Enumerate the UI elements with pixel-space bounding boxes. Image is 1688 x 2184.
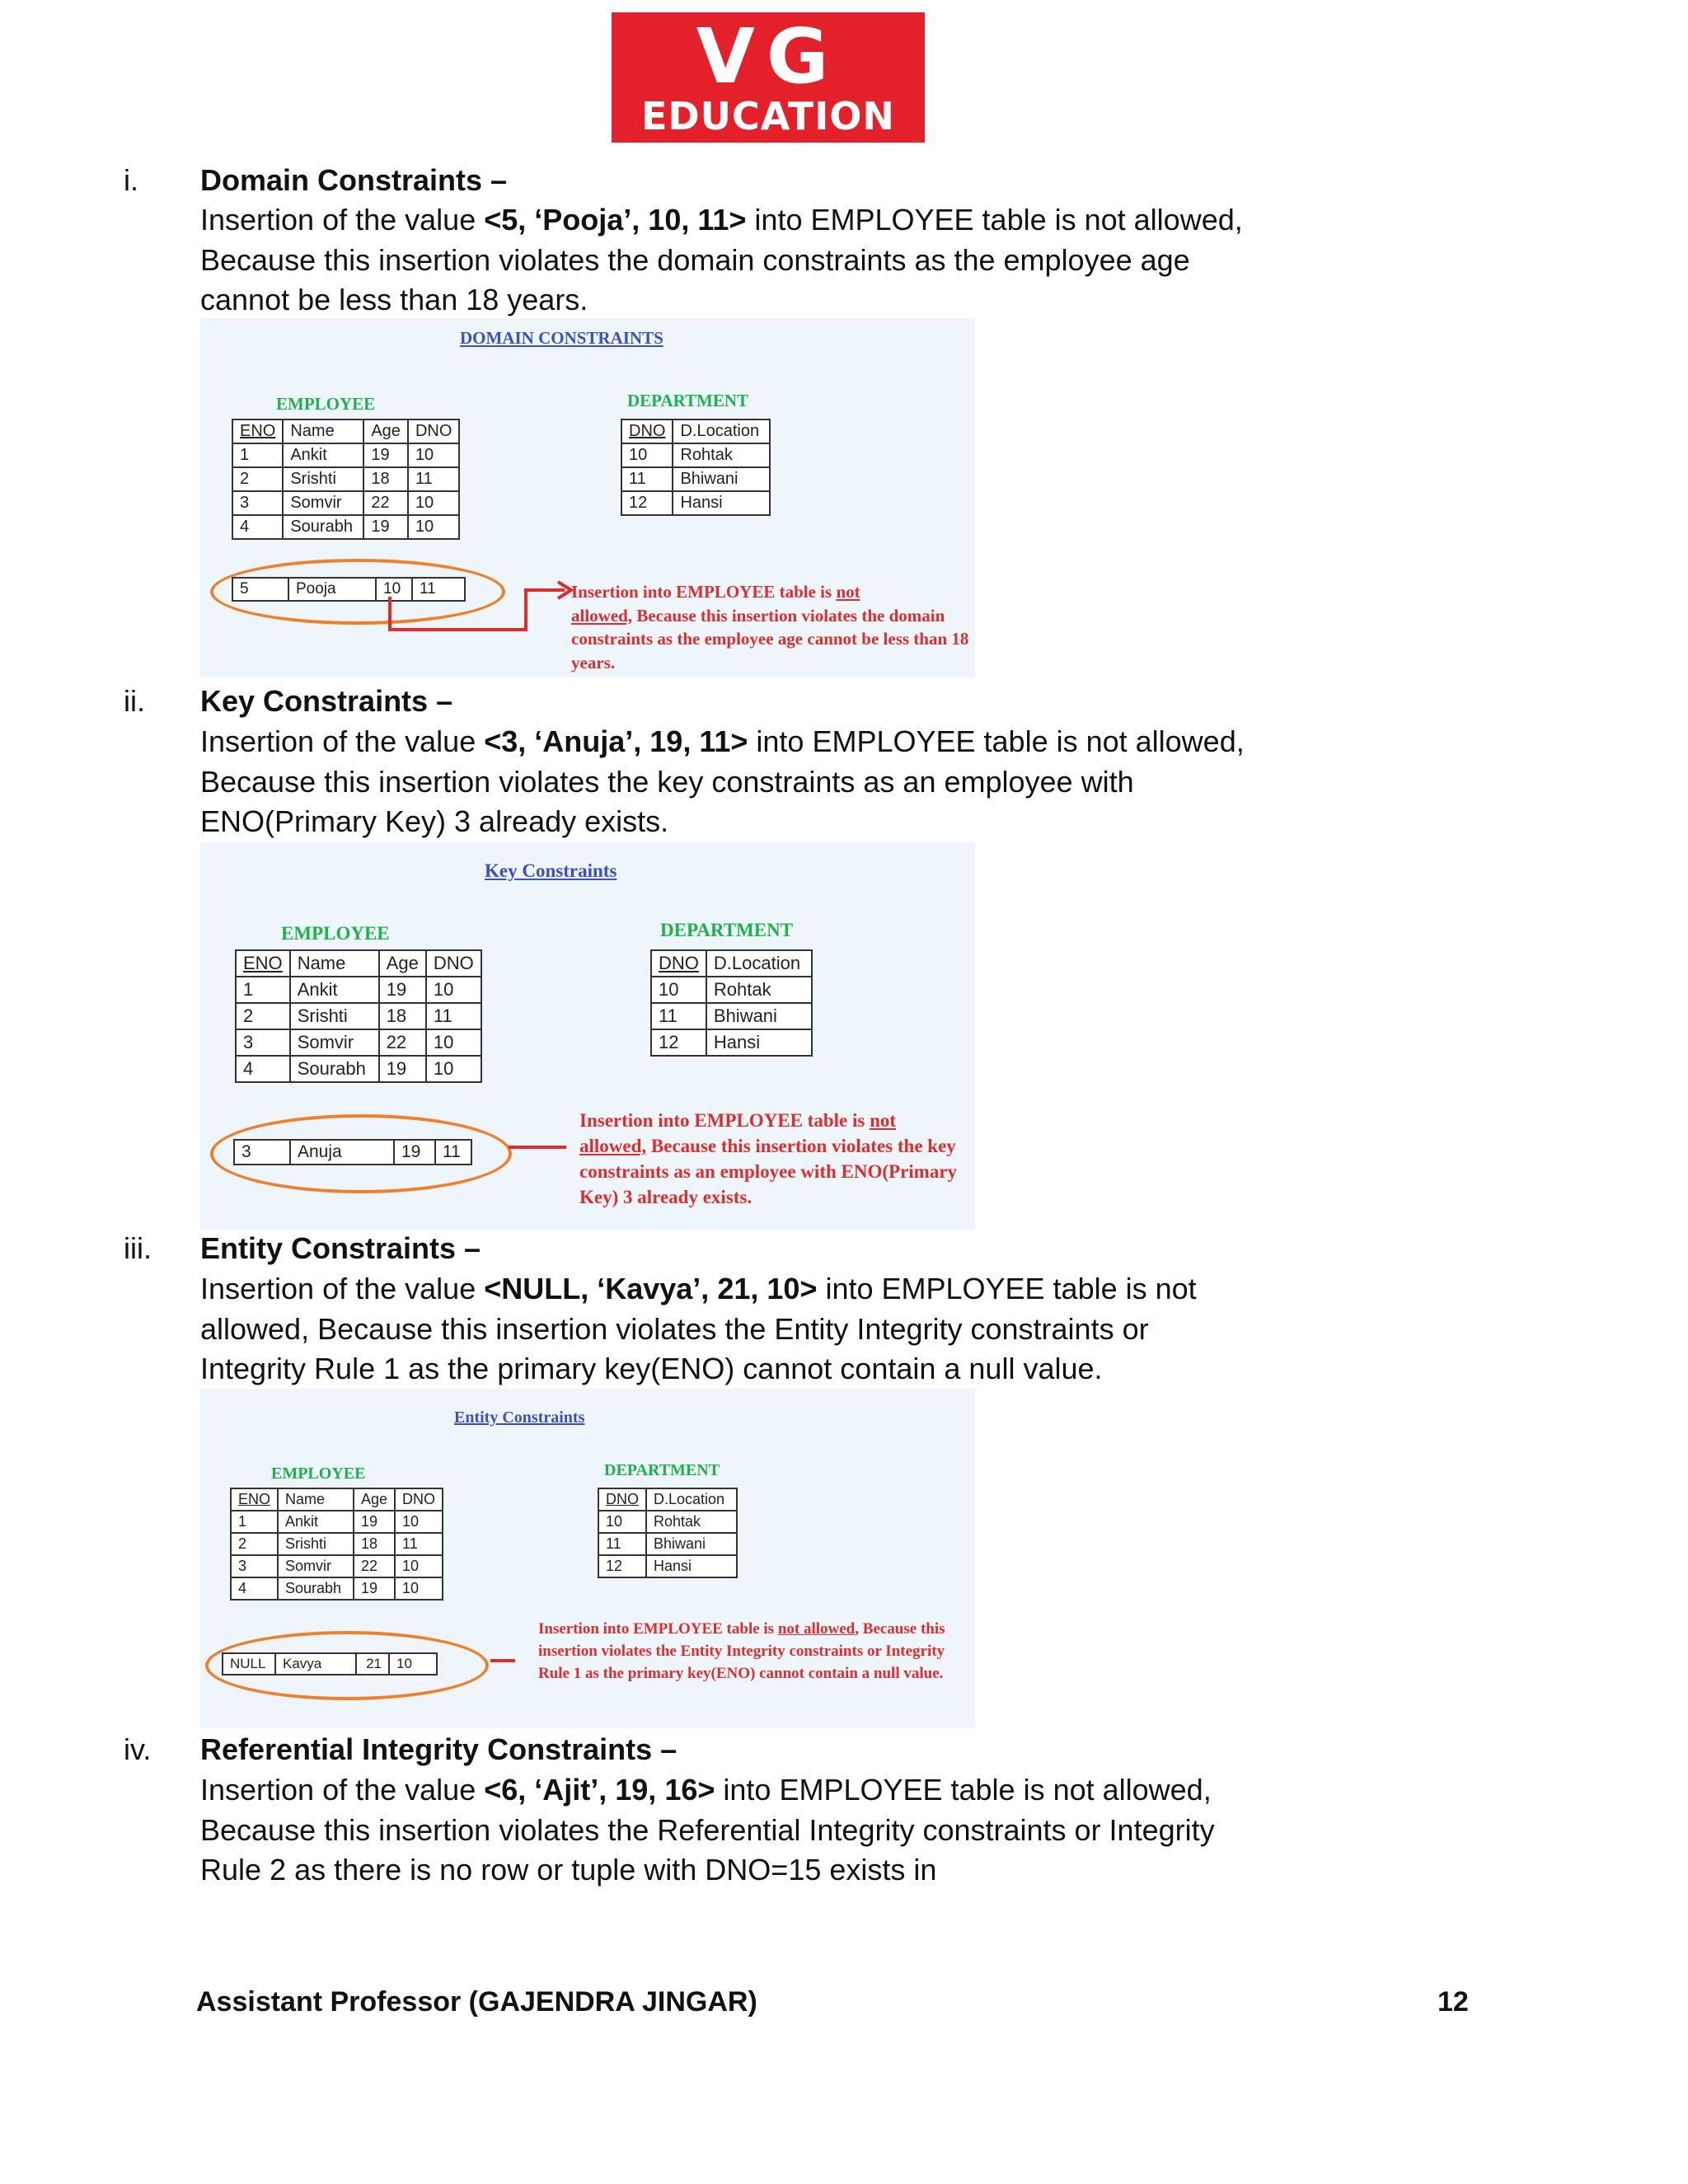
department-table: DNO D.Location 10 Rohtak 11 Bhiwani 12 Hansi [598, 1488, 738, 1578]
violation-note: Insertion into EMPLOYEE table is not allowed, Because this insertion violates the domain constraints as the employee age cannot be less than 18 years. [571, 582, 969, 673]
table-row: 11 Bhiwani [598, 1533, 737, 1555]
table-row: 4 Sourabh 19 10 [232, 515, 459, 539]
table-row: 3 Somvir 22 10 [236, 1029, 481, 1056]
table-row: 4 Sourabh 19 10 [231, 1577, 443, 1600]
table-row: 2 Srishti 18 11 [231, 1533, 443, 1555]
table-row: 1 Ankit 19 10 [231, 1511, 443, 1533]
inserted-row: 5 Pooja 10 11 [232, 577, 466, 602]
figure-title: Entity Constraints [454, 1408, 585, 1427]
table-row: 10 Rohtak [621, 443, 770, 467]
page-number: 12 [1437, 1986, 1469, 2018]
domain-constraints-figure [200, 318, 975, 677]
key-constraints-figure [200, 842, 975, 1230]
employee-table: ENO Name Age DNO 1 Ankit 19 10 2 Srishti 18 11 3 Somvir 22 10 4 Sourabh 19 10 [235, 949, 482, 1083]
table-row: 10 Rohtak [651, 977, 812, 1003]
connector-line [507, 1139, 573, 1155]
department-table-label: DEPARTMENT [660, 920, 794, 940]
logo-mark: VG [696, 12, 841, 101]
logo-text: EDUCATION [641, 94, 895, 138]
employee-table-label: EMPLOYEE [281, 923, 390, 944]
table-row: 2 Srishti 18 11 [232, 467, 459, 491]
section-title: Domain Constraints – [200, 163, 508, 197]
table-row: 1 Ankit 19 10 [236, 977, 481, 1003]
employee-table: ENO Name Age DNO 1 Ankit 19 10 2 Srishti 18 11 3 Somvir 22 10 4 Sourabh 19 10 [232, 419, 460, 540]
department-table: DNO D.Location 10 Rohtak 11 Bhiwani 12 Hansi [650, 949, 813, 1057]
vg-education-logo [612, 12, 925, 143]
section-number: iv. [124, 1732, 152, 1766]
figure-title: DOMAIN CONSTRAINTS [460, 328, 663, 348]
department-table-label: DEPARTMENT [604, 1461, 720, 1479]
table-row: 1 Ankit 19 10 [232, 443, 459, 467]
employee-table-label: EMPLOYEE [276, 394, 376, 414]
department-table-label: DEPARTMENT [627, 391, 749, 410]
figure-title: Key Constraints [485, 860, 617, 881]
employee-table: ENO Name Age DNO 1 Ankit 19 10 2 Srishti 18 11 3 Somvir 22 10 4 Sourabh 19 10 [230, 1488, 443, 1601]
section-title: Referential Integrity Constraints – [200, 1732, 678, 1766]
table-row: 11 Bhiwani [651, 1003, 812, 1029]
entity-constraints-figure [200, 1389, 975, 1728]
section-paragraph: Insertion of the value <3, ‘Anuja’, 19, 11> into EMPLOYEE table is not allowed, Because this insertion violates the key constraints as an employee with ENO(Primary Key) 3 already exists. [200, 724, 1245, 838]
table-row: 12 Hansi [651, 1029, 812, 1056]
arrow-connector [382, 580, 579, 646]
table-row: 3 Somvir 22 10 [231, 1555, 443, 1577]
footer-author: Assistant Professor (GAJENDRA JINGAR) [196, 1986, 757, 2018]
employee-table-label: EMPLOYEE [271, 1465, 366, 1483]
inserted-row: 3 Anuja 19 11 [233, 1139, 472, 1165]
section-paragraph: Insertion of the value <6, ‘Ajit’, 19, 16> into EMPLOYEE table is not allowed, Because this insertion violates the Referential Integrity constraints or Integrity Rule 2 as there is no row or tuple with DNO=15 exists in [200, 1773, 1215, 1886]
table-row: 10 Rohtak [598, 1511, 737, 1533]
violation-note: Insertion into EMPLOYEE table is not allowed, Because this insertion violates the Entity Integrity constraints or Integrity Rule 1 as the primary key(ENO) cannot contain a null value. [538, 1620, 945, 1682]
table-row: 2 Srishti 18 11 [236, 1003, 481, 1029]
section-paragraph: Insertion of the value <NULL, ‘Kavya’, 21, 10> into EMPLOYEE table is not allowed, Because this insertion violates the Entity Integrity constraints or Integrity Rule 1 as the primary key(ENO) cannot contain a null value. [200, 1272, 1197, 1385]
table-row: 12 Hansi [621, 491, 770, 515]
section-number: i. [124, 163, 138, 197]
section-number: ii. [124, 684, 145, 718]
table-row: 12 Hansi [598, 1555, 737, 1577]
table-row: 4 Sourabh 19 10 [236, 1056, 481, 1082]
connector-line [489, 1652, 522, 1669]
department-table: DNO D.Location 10 Rohtak 11 Bhiwani 12 Hansi [621, 419, 771, 516]
section-title: Entity Constraints – [200, 1231, 481, 1265]
inserted-row: NULL Kavya 21 10 [222, 1652, 438, 1675]
table-row: 11 Bhiwani [621, 467, 770, 491]
section-paragraph: Insertion of the value <5, ‘Pooja’, 10, 11> into EMPLOYEE table is not allowed, Because this insertion violates the domain constraints as the employee age cannot be less than 18 years. [200, 203, 1243, 316]
violation-note: Insertion into EMPLOYEE table is not allowed, Because this insertion violates the key constraints as an employee with ENO(Primary Key) 3 already exists. [579, 1110, 958, 1207]
section-number: iii. [124, 1231, 152, 1265]
section-title: Key Constraints – [200, 684, 453, 718]
table-row: 3 Somvir 22 10 [232, 491, 459, 515]
